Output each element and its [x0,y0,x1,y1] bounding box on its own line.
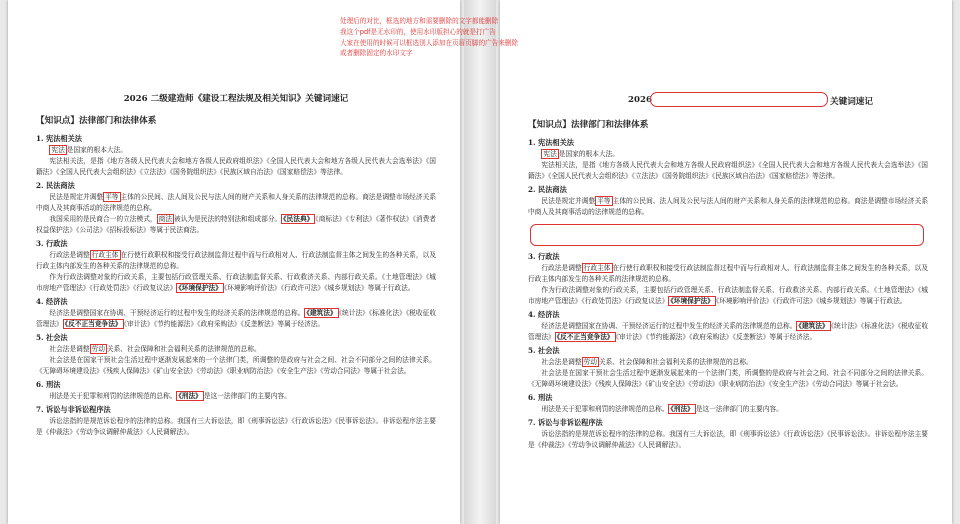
text-run: 《统计法》《标准化法》《税收征收管理法》 [36,309,437,328]
section-title: 5. 社会法 [36,333,68,342]
highlighted-law-name: 《刑法》 [178,392,202,400]
document-title: 2026 二级建造师《建设工程法规及相关知识》关键词速记 [123,94,349,104]
text-run: 社会法是调整 [49,345,90,353]
paragraph [528,285,928,307]
note-line: 我这个pdf是无水印的，使用水印版担心的就是打广告 [340,27,496,36]
document-title-redacted [528,92,928,108]
text-run: 是国家的根本大法。 [66,146,127,154]
paragraph [528,429,928,451]
knowledge-point-heading: 【知识点】法律部门和法律体系 [36,116,157,126]
section-title: 7. 诉讼与非诉讼程序法 [528,418,603,427]
section-title: 6. 刑法 [36,380,61,389]
text-run: 《审计法》《节约能源法》《政府采购法》《反垄断法》等属于经济法。 [615,333,817,341]
paragraph [36,355,436,377]
text-run: 关系、社会保障和社会福利关系的法律规范的总称。 [598,358,753,366]
ad-removal-box[interactable] [530,224,924,246]
text-run: 民法是规定并调整 [541,197,596,205]
section-title: 6. 刑法 [528,393,553,402]
text-run: 宪法相关法，是指《地方各级人民代表大会和地方各级人民政府组织法》《全国人民代表大会和地方各级人民代表大会选举法》《国籍法》《全国人民代表大会组织法》《立法法》《国务院组织法》《民族区域自治法》《国家赔偿法》等法律。 [36,157,436,176]
section-title: 3. 行政法 [36,239,68,248]
paragraph [528,404,928,415]
text-run: 社会法是在国家干预社会生活过程中逐渐发展起来的一个法律门类，所调整的是政府与社会之间、社会不同部分之间的法律关系。《无障碍环境建设法》《残疾人保障法》《矿山安全法》《劳动法》《职业病防治法》《安全生产法》《劳动合同法》等属于社会法。 [36,356,436,375]
knowledge-point-heading: 【知识点】法律部门和法律体系 [528,120,649,130]
paragraph [528,149,928,160]
text-run: 关系、社会保障和社会福利关系的法律规范的总称。 [106,345,261,353]
highlighted-law-name: 《环境保护法》 [670,297,714,305]
highlighted-keyword: 行政主体 [583,264,611,272]
paragraph [528,368,928,390]
paragraph [36,214,436,236]
paragraph [528,196,928,218]
section-title: 7. 诉讼与非诉讼程序法 [36,405,111,414]
text-run: 《商标法》《专利法》《著作权法》《消费者权益保护法》《公司法》《招标投标法》等属于民法商法。 [36,215,436,234]
paragraph [528,263,928,285]
paragraph [36,391,436,402]
text-run: 行政法是调整 [49,251,90,259]
text-run: 主体的公民间、法人间及公民与法人间的财产关系和人身关系的法律规范的总称。商法是调整市场经济关系中商人及其商事活动的法律规范的总称。 [528,197,929,216]
text-run: 是国家的根本大法。 [558,150,619,158]
paragraph [36,344,436,355]
section-title: 4. 经济法 [528,310,560,319]
paragraph [36,250,436,272]
highlighted-law-name: 《民法典》 [283,215,314,223]
note-line: 或者删除固定的水印文字 [340,49,413,58]
paragraph [36,145,436,156]
text-run: 《统计法》《标准化法》《税收征收管理法》 [528,322,929,341]
text-run: 刑法是关于犯罪和刑罚的法律规范的总称。 [49,392,177,400]
text-run: 是这一法律部门的主要内容。 [203,392,291,400]
text-run: 主体的公民间、法人间及公民与法人间的财产关系和人身关系的法律规范的总称。商法是调整市场经济关系中商人及其商事活动的法律规范的总称。 [36,193,437,212]
text-run: 《环境影响评价法》《行政许可法》《城乡规划法》等属于行政法。 [715,297,907,305]
section-title: 1. 宪法相关法 [36,134,82,143]
text-run: 刑法是关于犯罪和刑罚的法律规范的总称。 [541,405,669,413]
section-title: 2. 民法商法 [528,185,567,194]
highlighted-law-name: 《建筑法》 [306,309,337,317]
highlighted-law-name: 《刑法》 [670,405,694,413]
annotation-notes [340,16,610,59]
title-prefix: 2026 [628,95,652,105]
highlighted-keyword: 平等 [105,193,119,201]
text-run: 作为行政法调整对象的行政关系，主要包括行政管理关系、行政法制监督关系、行政救济关系、内部行政关系。《土地管理法》《城市房地产管理法》《行政处罚法》《行政复议法》 [36,273,436,292]
text-run: 民法是规定并调整 [49,193,104,201]
text-run: 是这一法律部门的主要内容。 [695,405,783,413]
paragraph [36,272,436,294]
title-redaction-box[interactable] [650,92,828,107]
section-title: 2. 民法商法 [36,181,75,190]
note-line: 处理后的对比，框选的地方和需要删除的文字都能删除 [340,17,499,25]
text-run: 我国采用的是民商合一的立法模式， [49,215,157,223]
text-run: 宪法相关法，是指《地方各级人民代表大会和地方各级人民政府组织法》《全国人民代表大会和地方各级人民代表大会选举法》《国籍法》《全国人民代表大会组织法》《立法法》《国务院组织法》《民族区域自治法》《国家赔偿法》等法律。 [528,161,928,180]
section-title: 5. 社会法 [528,346,560,355]
section-title: 1. 宪法相关法 [528,138,574,147]
text-run: 经济法是调整国家在协调、干预经济运行的过程中发生的经济关系的法律规范的总称。 [49,309,305,317]
highlighted-keyword: 平等 [597,197,611,205]
text-run: 诉讼法指的是规范诉讼程序的法律的总称。我国有三大诉讼法，即《刑事诉讼法》《行政诉讼法》《民事诉讼法》。非诉讼程序法主要是《仲裁法》《劳动争议调解仲裁法》《人民调解法》。 [36,417,436,436]
pdf-page-original [8,0,460,524]
page-gutter [464,0,496,524]
text-run: 作为行政法调整对象的行政关系，主要包括行政管理关系、行政法制监督关系、行政救济关系、内部行政关系。《土地管理法》《城市房地产管理法》《行政处罚法》《行政复议法》 [528,286,928,305]
text-run: 社会法是调整 [541,358,582,366]
section-title: 3. 行政法 [528,252,560,261]
paragraph [528,321,928,343]
pdf-page-processed [500,0,952,524]
highlighted-keyword: 商法 [158,215,173,223]
paragraph [36,308,436,330]
highlighted-law-name: 《建筑法》 [798,322,829,330]
text-run: 《环境影响评价法》《行政许可法》《城乡规划法》等属于行政法。 [223,284,415,292]
paragraph [528,357,928,368]
text-run: 在行使行政职权和接受行政法制监督过程中而与行政相对人、行政法制监督主体之间发生的各种关系，以及行政主体内部发生的各种关系的法律规范的总称。 [36,251,437,270]
highlighted-keyword: 劳动 [583,358,597,366]
section-list [528,138,928,451]
section-title: 4. 经济法 [36,297,68,306]
text-run: 被认为是民法的特别法和组成部分。 [174,215,282,223]
text-run: 经济法是调整国家在协调、干预经济运行的过程中发生的经济关系的法律规范的总称。 [541,322,797,330]
paragraph [36,192,436,214]
highlighted-keyword: 劳动 [91,345,105,353]
text-run: 《审计法》《节约能源法》《政府采购法》《反垄断法》等属于经济法。 [123,320,325,328]
text-run: 诉讼法指的是规范诉讼程序的法律的总称。我国有三大诉讼法，即《刑事诉讼法》《行政诉讼法》《民事诉讼法》。非诉讼程序法主要是《仲裁法》《劳动争议调解仲裁法》《人民调解法》。 [528,430,928,449]
text-run: 社会法是在国家干预社会生活过程中逐渐发展起来的一个法律门类，所调整的是政府与社会之间、社会不同部分之间的法律关系。《无障碍环境建设法》《残疾人保障法》《矿山安全法》《劳动法》《职业病防治法》《安全生产法》《劳动合同法》等属于社会法。 [528,369,928,388]
highlighted-law-name: 《环境保护法》 [178,284,222,292]
highlighted-keyword: 行政主体 [91,251,119,259]
highlighted-keyword: 宪法 [543,150,557,158]
paragraph [528,160,928,182]
text-run: 行政法是调整 [541,264,582,272]
highlighted-keyword: 宪法 [51,146,65,154]
title-suffix: 关键词速记 [830,97,873,107]
paragraph [36,416,436,438]
paragraph [36,156,436,178]
text-run: 在行使行政职权和接受行政法制监督过程中而与行政相对人、行政法制监督主体之间发生的各种关系，以及行政主体内部发生的各种关系的法律规范的总称。 [528,264,929,283]
section-list [36,134,436,438]
highlighted-law-name: 《反不正当竞争法》 [556,333,614,341]
highlighted-law-name: 《反不正当竞争法》 [64,320,122,328]
note-line: 大家在使用的时候可以框选别人添加在页眉页脚的广告来删除 [340,38,519,47]
